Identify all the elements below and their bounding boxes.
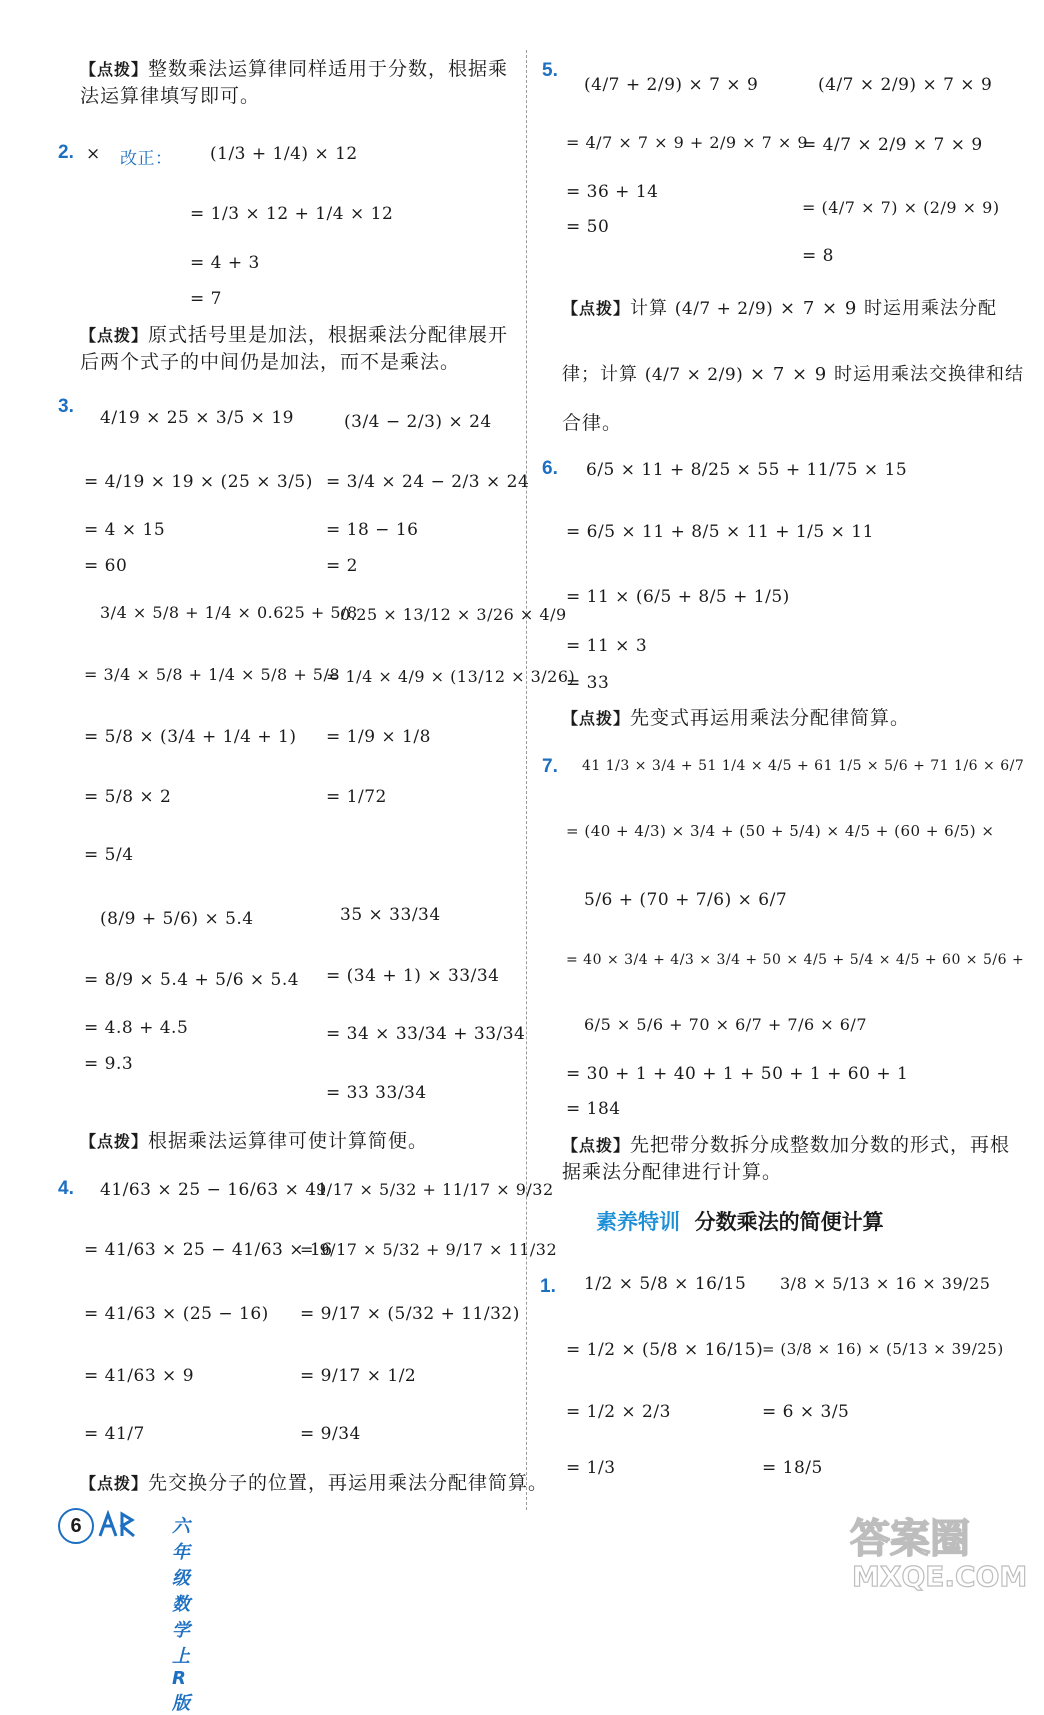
math-line: 1/2 × 5/8 × 16/15 bbox=[584, 1274, 747, 1294]
question-number: 7. bbox=[542, 756, 558, 777]
math-line: = 5/8 × (3/4 + 1/4 + 1) bbox=[84, 727, 297, 747]
tip-q5-line1 bbox=[562, 296, 997, 322]
tip-label: 【点拨】 bbox=[562, 1136, 631, 1155]
tip-text: 先交换分子的位置，再运用乘法分配律简算。 bbox=[148, 1472, 549, 1494]
math-line: = (3/8 × 16) × (5/13 × 39/25) bbox=[762, 1340, 1004, 1358]
tip-label: 【点拨】 bbox=[80, 326, 149, 345]
math-line: 3/8 × 5/13 × 16 × 39/25 bbox=[780, 1274, 991, 1293]
tip-label: 【点拨】 bbox=[80, 1132, 149, 1151]
math-line: = 4/7 × 2/9 × 7 × 9 bbox=[802, 135, 983, 155]
section-title: 分数乘法的简便计算 bbox=[694, 1210, 884, 1234]
question-number: 5. bbox=[542, 60, 558, 81]
math-line: = 9/17 × (5/32 + 11/32) bbox=[300, 1304, 520, 1324]
math-line: = 6/5 × 11 + 8/5 × 11 + 1/5 × 11 bbox=[566, 522, 874, 542]
question-number: 1. bbox=[540, 1276, 556, 1297]
math-line: = 33 33/34 bbox=[326, 1083, 427, 1103]
tip-q7 bbox=[562, 1132, 1022, 1185]
math-line: = 40 × 3/4 + 4/3 × 3/4 + 50 × 4/5 + 5/4 × 4/5 + 60 × 5/6 + bbox=[566, 952, 1025, 968]
tip-text: × 7 × 9 时运用乘法交换律和结 bbox=[750, 364, 1024, 385]
page-number: 6 bbox=[58, 1508, 94, 1544]
math-line: = 60 bbox=[84, 556, 128, 576]
math-line: = 36 + 14 bbox=[566, 182, 659, 202]
math-line: = 2 bbox=[326, 556, 358, 576]
tip-top bbox=[80, 56, 510, 109]
math-line: (4/7 + 2/9) × 7 × 9 bbox=[584, 75, 759, 95]
math-line: = 41/7 bbox=[84, 1424, 145, 1444]
math-line: = 41/63 × (25 − 16) bbox=[84, 1304, 269, 1324]
math-line: 3/4 × 5/8 + 1/4 × 0.625 + 5/8 bbox=[100, 603, 358, 622]
tip-text: 先把带分数拆分成整数加分数的形式，再根据乘法分配律进行计算。 bbox=[562, 1134, 1011, 1183]
tip-text: 合律。 bbox=[562, 412, 623, 434]
math-line: = 7 bbox=[190, 289, 222, 309]
tip-q6 bbox=[562, 705, 910, 732]
question-number: 4. bbox=[58, 1178, 74, 1199]
math-line: = 1/3 bbox=[566, 1458, 616, 1478]
math-line: = 1/2 × (5/8 × 16/15) bbox=[566, 1340, 764, 1360]
math-line: = (4/7 × 7) × (2/9 × 9) bbox=[802, 198, 1000, 217]
math-line: = 41/63 × 9 bbox=[84, 1366, 195, 1386]
math-line: = 41/63 × 25 − 41/63 × 16 bbox=[84, 1240, 333, 1260]
math-line: = 9/17 × 5/32 + 9/17 × 11/32 bbox=[300, 1240, 558, 1259]
math-line: 5/6 + (70 + 7/6) × 6/7 bbox=[584, 890, 788, 910]
tip-label: 【点拨】 bbox=[80, 60, 149, 79]
math-line: = 30 + 1 + 40 + 1 + 50 + 1 + 60 + 1 bbox=[566, 1064, 909, 1084]
tip-text: 计算 bbox=[630, 298, 669, 319]
math-line: = 6 × 3/5 bbox=[762, 1402, 850, 1422]
math-line: = 4.8 + 4.5 bbox=[84, 1018, 189, 1038]
math-line: = 8 bbox=[802, 246, 834, 266]
math-line: = 3/4 × 5/8 + 1/4 × 5/8 + 5/8 bbox=[84, 665, 341, 684]
tip-text: 先变式再运用乘法分配律简算。 bbox=[630, 707, 911, 729]
math-line: = (40 + 4/3) × 3/4 + (50 + 5/4) × 4/5 + (60 + 6/5) × bbox=[566, 822, 995, 840]
section-label: 素养特训 bbox=[596, 1210, 680, 1234]
math-line: = 9/34 bbox=[300, 1424, 361, 1444]
question-number: 3. bbox=[58, 396, 74, 417]
tip-label: 【点拨】 bbox=[562, 299, 631, 318]
math-inline: (4/7 × 2/9) bbox=[644, 365, 744, 385]
correction-label: 改正： bbox=[120, 149, 173, 169]
math-line: = 4 + 3 bbox=[190, 253, 260, 273]
tip-label: 【点拨】 bbox=[562, 709, 631, 728]
math-line: = 4/7 × 7 × 9 + 2/9 × 7 × 9 bbox=[566, 133, 809, 152]
math-line: 4/19 × 25 × 3/5 × 19 bbox=[100, 408, 294, 428]
math-line: = 34 × 33/34 + 33/34 bbox=[326, 1024, 526, 1044]
math-line: 41 1/3 × 3/4 + 51 1/4 × 4/5 + 61 1/5 × 5/6 + 71 1/6 × 6/7 bbox=[582, 758, 1025, 774]
tip-q4 bbox=[80, 1470, 548, 1497]
math-line: = (34 + 1) × 33/34 bbox=[326, 966, 500, 986]
tip-text: 原式括号里是加法，根据乘法分配律展开后两个式子的中间仍是加法，而不是乘法。 bbox=[80, 324, 509, 373]
math-line: 41/63 × 25 − 16/63 × 41 bbox=[100, 1180, 328, 1200]
math-line: = 9.3 bbox=[84, 1054, 134, 1074]
math-line: 6/5 × 5/6 + 70 × 6/7 + 7/6 × 6/7 bbox=[584, 1015, 867, 1034]
tip-text: 律；计算 bbox=[562, 364, 638, 385]
math-line: = 3/4 × 24 − 2/3 × 24 bbox=[326, 472, 530, 492]
math-line: 35 × 33/34 bbox=[340, 905, 441, 925]
column-divider bbox=[526, 50, 527, 1510]
math-line: (4/7 × 2/9) × 7 × 9 bbox=[818, 75, 993, 95]
math-line: = 11 × 3 bbox=[566, 636, 648, 656]
tip-text: 整数乘法运算律同样适用于分数，根据乘法运算律填写即可。 bbox=[80, 58, 509, 107]
math-line: = 18/5 bbox=[762, 1458, 823, 1478]
math-line: 0.25 × 13/12 × 3/26 × 4/9 bbox=[340, 605, 567, 624]
math-line: = 1/3 × 12 + 1/4 × 12 bbox=[190, 204, 394, 224]
math-line: = 50 bbox=[566, 217, 610, 237]
book-label: 六年级 数学 上 R版 bbox=[172, 1516, 190, 1714]
question-number: 2. bbox=[58, 142, 74, 163]
math-line: = 1/72 bbox=[326, 787, 387, 807]
math-line: = 8/9 × 5.4 + 5/6 × 5.4 bbox=[84, 970, 300, 990]
section-heading bbox=[596, 1206, 884, 1236]
math-line: = 184 bbox=[566, 1099, 621, 1119]
tip-q3 bbox=[80, 1128, 428, 1155]
svg-text:MXQE.COM: MXQE.COM bbox=[852, 1560, 1028, 1592]
math-line: = 9/17 × 1/2 bbox=[300, 1366, 417, 1386]
question-number: 6. bbox=[542, 458, 558, 479]
math-line: = 18 − 16 bbox=[326, 520, 419, 540]
tip-q5-line2 bbox=[562, 362, 1024, 388]
tip-q2 bbox=[80, 322, 510, 375]
math-line: (3/4 − 2/3) × 24 bbox=[344, 412, 492, 432]
math-line: = 1/9 × 1/8 bbox=[326, 727, 431, 747]
tip-text: × 7 × 9 时运用乘法分配 bbox=[780, 298, 997, 319]
math-line: = 1/2 × 2/3 bbox=[566, 1402, 671, 1422]
math-line: = 33 bbox=[566, 673, 610, 693]
math-line: = 5/4 bbox=[84, 845, 134, 865]
tip-label: 【点拨】 bbox=[80, 1474, 149, 1493]
math-line: = 11 × (6/5 + 8/5 + 1/5) bbox=[566, 587, 790, 607]
math-line: 9/17 × 5/32 + 11/17 × 9/32 bbox=[316, 1180, 554, 1199]
wrong-mark: × bbox=[86, 144, 101, 164]
math-line: = 4 × 15 bbox=[84, 520, 166, 540]
math-line: 6/5 × 11 + 8/25 × 55 + 11/75 × 15 bbox=[586, 460, 908, 480]
math-line: = 4/19 × 19 × (25 × 3/5) bbox=[84, 472, 313, 492]
watermark-logo bbox=[842, 1508, 1032, 1592]
math-line: (1/3 + 1/4) × 12 bbox=[210, 144, 358, 164]
svg-text:答案圈: 答案圈 bbox=[850, 1516, 970, 1562]
math-inline: (4/7 + 2/9) bbox=[674, 299, 774, 319]
math-line: = 1/4 × 4/9 × (13/12 × 3/26) bbox=[326, 667, 576, 686]
tip-text: 根据乘法运算律可使计算简便。 bbox=[148, 1130, 429, 1152]
math-line: = 5/8 × 2 bbox=[84, 787, 172, 807]
math-line: (8/9 + 5/6) × 5.4 bbox=[100, 909, 254, 929]
